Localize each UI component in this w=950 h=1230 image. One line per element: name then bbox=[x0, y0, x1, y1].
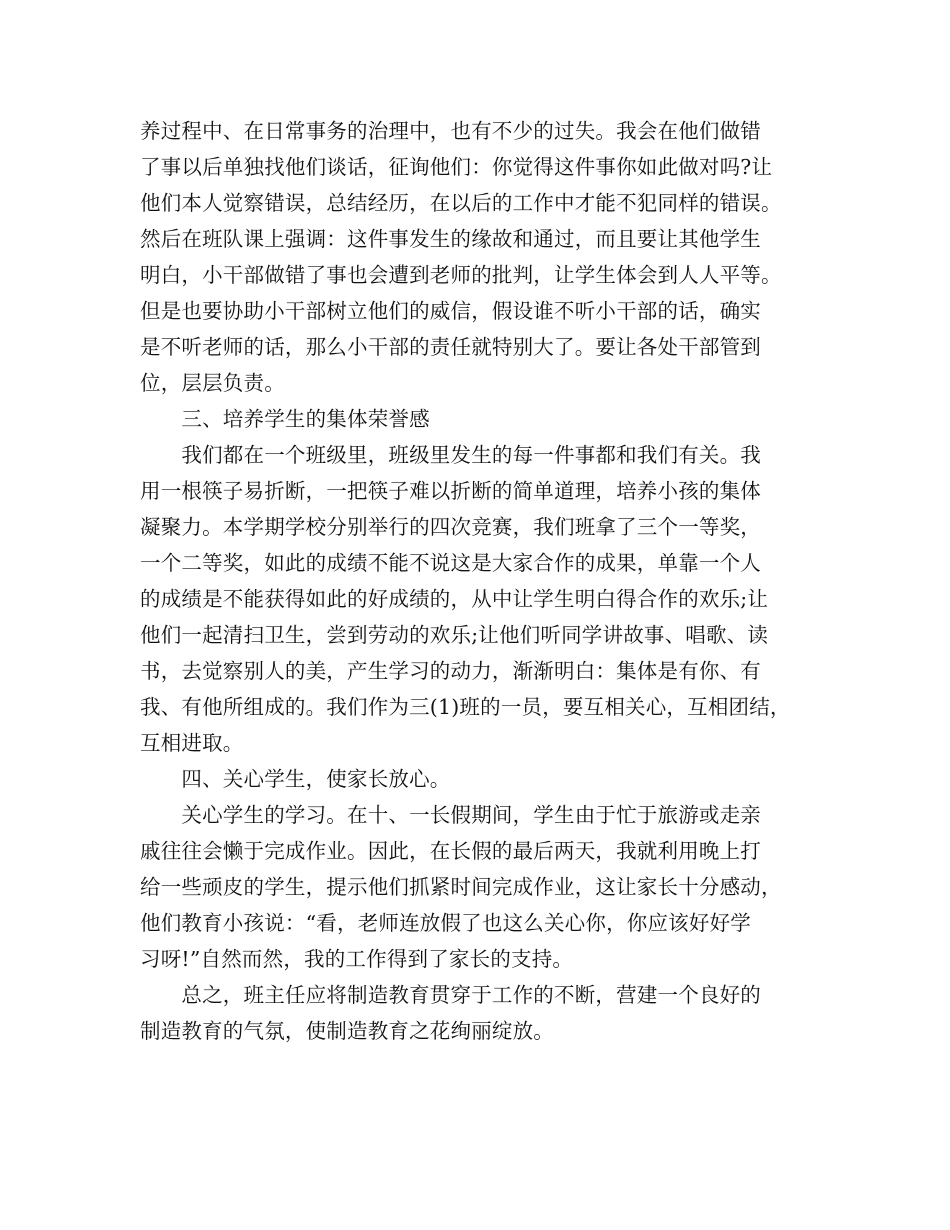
text-line: 习呀!”自然而然，我的工作得到了家长的支持。 bbox=[140, 947, 574, 971]
section-heading: 三、培养学生的集体荣誉感 bbox=[140, 407, 430, 431]
text-line: 我、有他所组成的。我们作为三(1)班的一员，要互相关心，互相团结， bbox=[140, 695, 791, 719]
text-line: 养过程中、在日常事务的治理中，也有不少的过失。我会在他们做错 bbox=[140, 119, 761, 143]
text-line: 我们都在一个班级里，班级里发生的每一件事都和我们有关。我 bbox=[140, 443, 761, 467]
text-line: 了事以后单独找他们谈话，征询他们：你觉得这件事你如此做对吗?让 bbox=[140, 155, 773, 179]
section-heading: 四、关心学生，使家长放心。 bbox=[140, 767, 451, 791]
text-line: 用一根筷子易折断，一把筷子难以折断的简单道理，培养小孩的集体 bbox=[140, 479, 761, 503]
text-line: 书，去觉察别人的美，产生学习的动力，渐渐明白：集体是有你、有 bbox=[140, 659, 761, 683]
text-line: 总之，班主任应将制造教育贯穿于工作的不断，营建一个良好的 bbox=[140, 983, 761, 1007]
text-line: 他们一起清扫卫生，尝到劳动的欢乐;让他们听同学讲故事、唱歌、读 bbox=[140, 623, 769, 647]
text-line: 是不听老师的话，那么小干部的责任就特别大了。要让各处干部管到 bbox=[140, 335, 761, 359]
text-line: 制造教育的气氛，使制造教育之花绚丽绽放。 bbox=[140, 1019, 554, 1043]
text-line: 关心学生的学习。在十、一长假期间，学生由于忙于旅游或走亲 bbox=[140, 803, 761, 827]
text-line: 凝聚力。本学期学校分别举行的四次竞赛，我们班拿了三个一等奖， bbox=[140, 515, 761, 539]
text-line: 一个二等奖，如此的成绩不能不说这是大家合作的成果，单靠一个人 bbox=[140, 551, 761, 575]
text-line: 互相进取。 bbox=[140, 731, 244, 755]
text-line: 他们教育小孩说：“看，老师连放假了也这么关心你，你应该好好学 bbox=[140, 911, 751, 935]
text-line: 位，层层负责。 bbox=[140, 371, 285, 395]
text-line: 他们本人觉察错误，总结经历，在以后的工作中才能不犯同样的错误。 bbox=[140, 191, 782, 215]
document-body bbox=[140, 113, 815, 1049]
text-line: 但是也要协助小干部树立他们的威信，假设谁不听小干部的话，确实 bbox=[140, 299, 761, 323]
text-line: 然后在班队课上强调：这件事发生的缘故和通过，而且要让其他学生 bbox=[140, 227, 761, 251]
text-line: 明白，小干部做错了事也会遭到老师的批判，让学生体会到人人平等。 bbox=[140, 263, 782, 287]
text-line: 给一些顽皮的学生，提示他们抓紧时间完成作业，这让家长十分感动， bbox=[140, 875, 782, 899]
text-line: 戚往往会懒于完成作业。因此，在长假的最后两天，我就利用晚上打 bbox=[140, 839, 761, 863]
text-line: 的成绩是不能获得如此的好成绩的，从中让学生明白得合作的欢乐;让 bbox=[140, 587, 769, 611]
